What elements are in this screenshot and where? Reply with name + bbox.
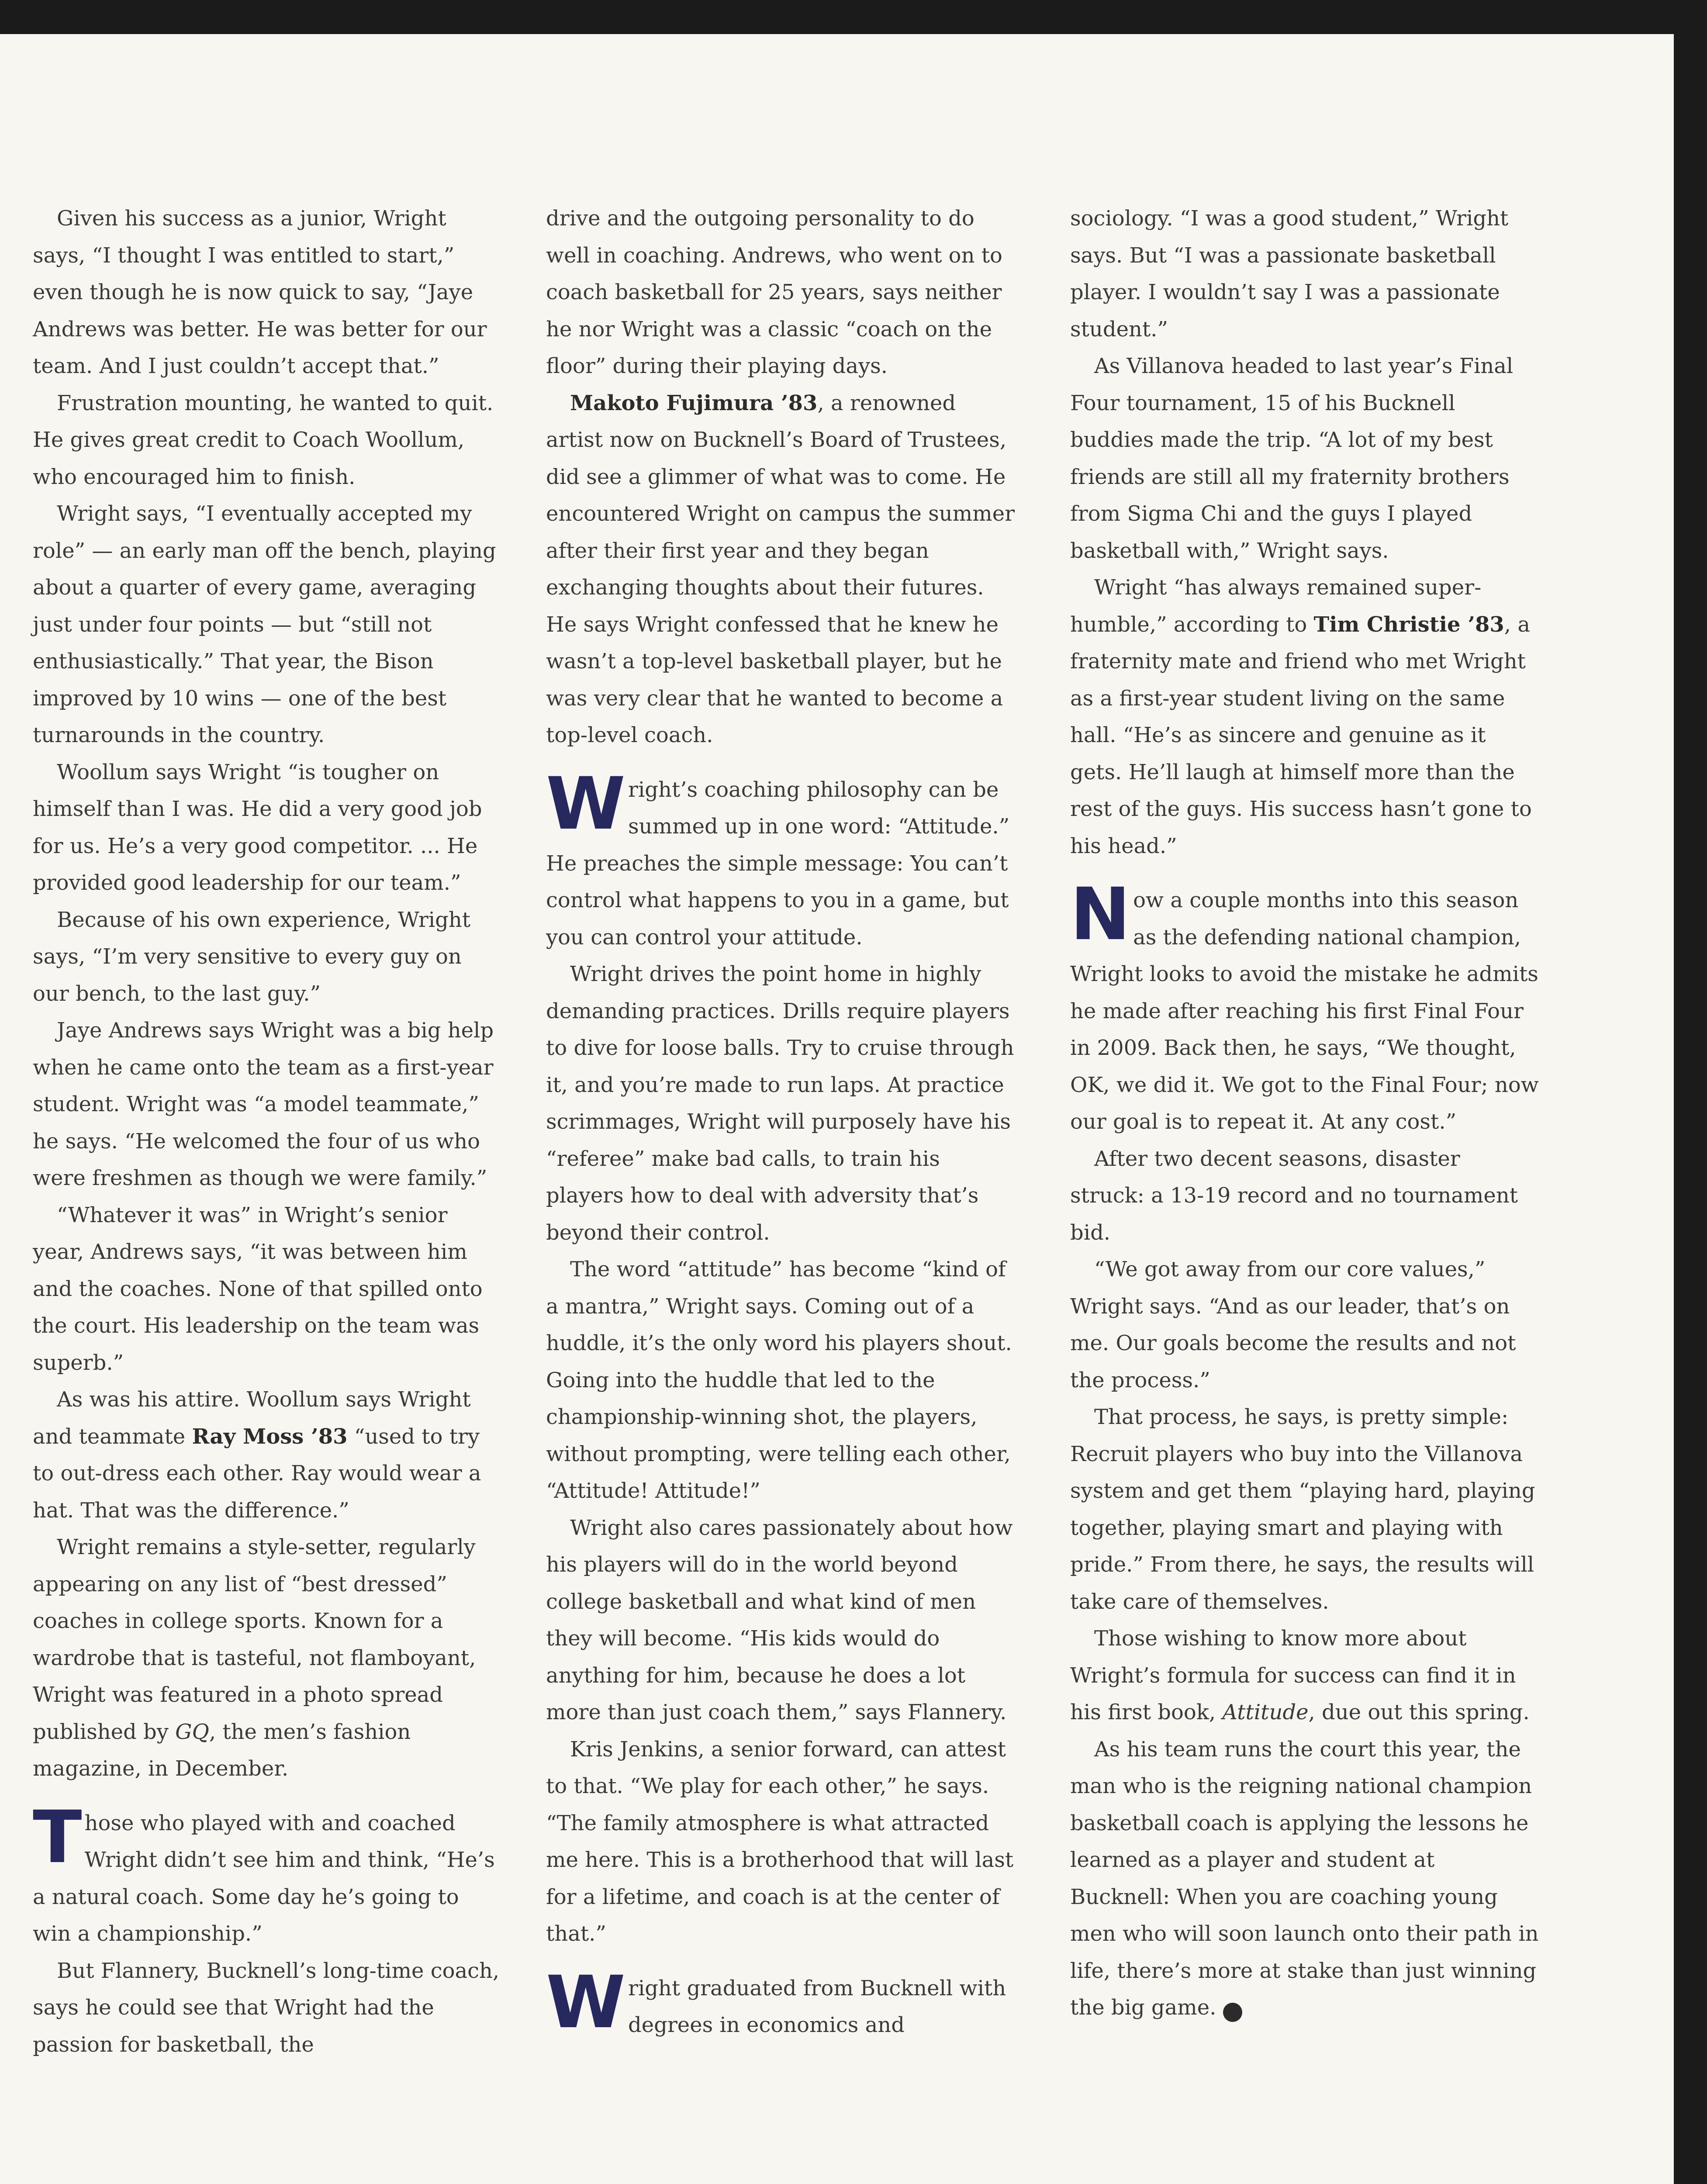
paragraph <box>33 1795 502 1952</box>
paragraph <box>546 761 1016 956</box>
drop-cap: N <box>1070 872 1131 956</box>
paragraph: That process, he says, is pretty simple: Recruit players who buy into the Villanova system and get them “playing hard, playing together, playing smart and playing with pride.” From there, he says, the results will take care of themselves. <box>1070 1405 1535 1614</box>
paragraph <box>1070 872 1540 1140</box>
person-name: Ray Moss ’83 <box>192 1424 348 1449</box>
paragraph: drive and the outgoing personality to do well in coaching. Andrews, who went on to coach basketball for 25 years, says neither he nor Wright was a classic “coach on the floor” during their playing days. <box>546 206 1002 378</box>
text: As was his attire. Woollum says Wright and teammate <box>33 1387 471 1449</box>
text: Wright remains a style-setter, regularly appearing on any list of “best dressed” coaches in college sports. Known for a wardrobe that is tasteful, not flamboyant, Wright was featured in a photo spread published by <box>33 1535 476 1744</box>
article-column-1 <box>33 200 502 2063</box>
paragraph <box>1070 569 1540 864</box>
paragraph: As Villanova headed to last year’s Final Four tournament, 15 of his Bucknell buddies made the trip. “A lot of my best friends are still all my fraternity brothers from Sigma Chi and the guys I played basketball with,” Wright says. <box>1070 354 1513 563</box>
text: hose who played with and coached Wright didn’t see him and think, “He’s a natural coach. Some day he’s going to win a championship.” <box>33 1811 495 1946</box>
person-name: Tim Christie ’83 <box>1313 612 1504 637</box>
paragraph: Given his success as a junior, Wright says, “I thought I was entitled to start,” even though he is now quick to say, “Jaye Andrews was better. He was better for our team. And I just couldn’t accept that.” <box>33 206 487 378</box>
paragraph: But Flannery, Bucknell’s long-time coach, says he could see that Wright had the passion for basketball, the <box>33 1958 500 2057</box>
paragraph <box>546 1960 1016 2044</box>
text: right’s coaching philosophy can be summed up in one word: “Attitude.” He preaches the simple message: You can’t control what happens to you in a game, but you can control your attitude. <box>546 777 1010 950</box>
magazine-page <box>0 34 1674 2184</box>
paragraph: Because of his own experience, Wright says, “I’m very sensitive to every guy on our bench, to the last guy.” <box>33 907 471 1006</box>
text: Those wishing to know more about Wright’s formula for success can find it in his first book, <box>1070 1626 1516 1724</box>
article-column-2 <box>546 200 1016 2044</box>
text: , due out this spring. <box>1308 1700 1530 1724</box>
paragraph: Wright also cares passionately about how his players will do in the world beyond college basketball and what kind of men they will become. “His kids would do anything for him, because he does a lot more than just coach them,” says Flannery. <box>546 1515 1013 1724</box>
paragraph <box>546 385 1016 754</box>
paragraph <box>33 1529 502 1787</box>
drop-cap: T <box>33 1795 82 1879</box>
paragraph <box>1070 1620 1540 1731</box>
paragraph: Jaye Andrews says Wright was a big help when he came onto the team as a first-year student. Wright was “a model teammate,” he says. “He welcomed the four of us who were freshmen as though we were family.” <box>33 1018 494 1190</box>
text: , the men’s fashion magazine, in December. <box>33 1719 411 1781</box>
paragraph: “Whatever it was” in Wright’s senior year, Andrews says, “it was between him and the coaches. None of that spilled onto the court. His leadership on the team was superb.” <box>33 1203 483 1375</box>
text: Wright “has always remained super-humble,” according to <box>1070 575 1482 637</box>
paragraph: “We got away from our core values,” Wright says. “And as our leader, that’s on me. Our goals become the results and not the process.” <box>1070 1257 1516 1393</box>
text: As his team runs the court this year, the man who is the reigning national champion basketball coach is applying the lessons he learned as a player and student at Bucknell: When you are coaching young men who will soon launch onto their path in life, there’s more at stake than just winning the big game. <box>1070 1737 1539 2020</box>
paragraph: Woollum says Wright “is tougher on himself than I was. He did a very good job for us. He’s a very good competitor. ... He provided good leadership for our team.” <box>33 760 482 895</box>
paragraph: After two decent seasons, disaster struck: a 13-19 record and no tournament bid. <box>1070 1146 1518 1245</box>
text: “used to try to out-dress each other. Ray would wear a hat. That was the difference.” <box>33 1424 481 1523</box>
paragraph: The word “attitude” has become “kind of a mantra,” Wright says. Coming out of a huddle, it’s the only word his players shout. Going into the huddle that led to the championship-winning shot, the players, without prompting, were telling each other, “Attitude! Attitude!” <box>546 1257 1012 1503</box>
article-column-3 <box>1070 200 1540 2026</box>
paragraph <box>1070 1731 1540 2026</box>
paragraph: Kris Jenkins, a senior forward, can attest to that. “We play for each other,” he says. “The family atmosphere is what attracted me here. This is a brotherhood that will last for a lifetime, and coach is at the center of that.” <box>546 1737 1014 1946</box>
paragraph: sociology. “I was a good student,” Wright says. But “I was a passionate basketball player. I wouldn’t say I was a passionate student.” <box>1070 206 1509 342</box>
paragraph: Frustration mounting, he wanted to quit. He gives great credit to Coach Woollum, who encouraged him to finish. <box>33 390 494 489</box>
text: , a renowned artist now on Bucknell’s Board of Trustees, did see a glimmer of what was to come. He encountered Wright on campus the summer after their first year and they began exchanging thoughts about their futures. He says Wright confessed that he knew he wasn’t a top-level basketball player, but he was very clear that he wanted to become a top-level coach. <box>546 390 1015 747</box>
drop-cap: W <box>546 1960 625 2044</box>
paragraph: Wright says, “I eventually accepted my role” — an early man off the bench, playing about a quarter of every game, averaging just under four points — but “still not enthusiastically.” That year, the Bison improved by 10 wins — one of the best turnarounds in the country. <box>33 501 496 747</box>
publication-name: GQ <box>175 1719 209 1744</box>
person-name: Makoto Fujimura ’83 <box>570 390 818 415</box>
drop-cap: W <box>546 761 625 846</box>
text: , a fraternity mate and friend who met Wright as a first-year student living on the same hall. “He’s as sincere and genuine as it gets. He’ll laugh at himself more than the rest of the guys. His success hasn’t gone to his head.” <box>1070 612 1532 858</box>
text: right graduated from Bucknell with degrees in economics and <box>628 1976 1006 2037</box>
text: ow a couple months into this season as the defending national champion, Wright looks to avoid the mistake he admits he made after reaching his first Final Four in 2009. Back then, he says, “We thought, OK, we did it. We got to the Final Four; now our goal is to repeat it. At any cost.” <box>1070 888 1539 1134</box>
bucknell-end-mark-icon: B <box>1223 2003 1242 2022</box>
book-title: Attitude <box>1222 1700 1309 1724</box>
paragraph <box>33 1381 502 1529</box>
paragraph: Wright drives the point home in highly demanding practices. Drills require players to dive for loose balls. Try to cruise through it, and you’re made to run laps. At practice scrimmages, Wright will purposely have his “referee” make bad calls, to train his players how to deal with adversity that’s beyond their control. <box>546 962 1014 1245</box>
